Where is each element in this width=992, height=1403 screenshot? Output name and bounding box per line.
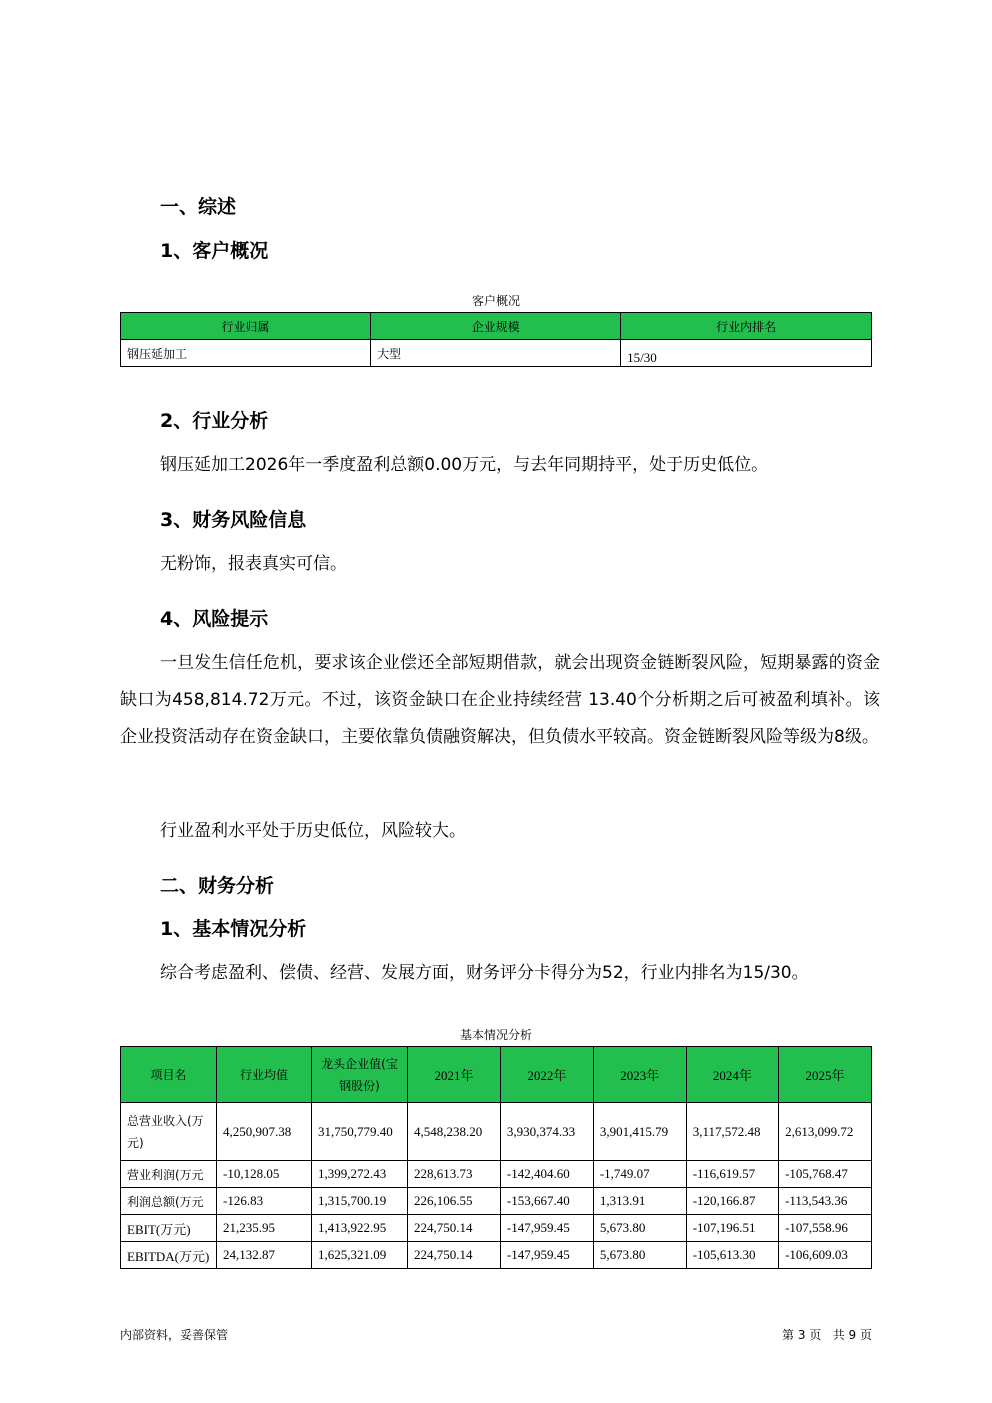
table-row xyxy=(121,1161,872,1188)
basic-header-2021: 2021年 xyxy=(408,1047,501,1103)
basic-header-2024: 2024年 xyxy=(686,1047,778,1103)
table-row xyxy=(121,1103,872,1161)
risk-warning-paragraph-2: 行业盈利水平处于历史低位，风险较大。 xyxy=(160,821,466,841)
overview-cell-size: 大型 xyxy=(371,340,621,367)
financial-risk-text: 无粉饰，报表真实可信。 xyxy=(160,554,347,574)
basic-header-leader: 龙头企业值(宝钢股份) xyxy=(312,1047,408,1103)
overview-table xyxy=(120,312,872,367)
overview-table-caption: 客户概况 xyxy=(471,294,520,308)
table-cell: -147,959.45 xyxy=(500,1242,593,1269)
basic-header-2025: 2025年 xyxy=(779,1047,872,1103)
table-cell: -10,128.05 xyxy=(217,1161,312,1188)
row-label: 利润总额(万元 xyxy=(121,1188,217,1215)
table-cell: 24,132.87 xyxy=(217,1242,312,1269)
table-cell: -105,613.30 xyxy=(686,1242,778,1269)
row-label: 营业利润(万元 xyxy=(121,1161,217,1188)
basic-header-2023: 2023年 xyxy=(593,1047,686,1103)
table-cell: -116,619.57 xyxy=(686,1161,778,1188)
table-cell: -105,768.47 xyxy=(779,1161,872,1188)
table-cell: -113,543.36 xyxy=(779,1188,872,1215)
table-cell: 3,901,415.79 xyxy=(593,1103,686,1161)
basic-analysis-text: 综合考虑盈利、偿债、经营、发展方面，财务评分卡得分为52，行业内排名为15/30。 xyxy=(160,963,809,983)
table-cell: 5,673.80 xyxy=(593,1215,686,1242)
table-cell: 2,613,099.72 xyxy=(779,1103,872,1161)
basic-header-industry-avg: 行业均值 xyxy=(217,1047,312,1103)
table-cell: 226,106.55 xyxy=(408,1188,501,1215)
footer-page-number: 第 3 页 共 9 页 xyxy=(782,1328,872,1342)
basic-table-caption: 基本情况分析 xyxy=(459,1028,532,1042)
table-cell: -107,196.51 xyxy=(686,1215,778,1242)
overview-cell-industry: 钢压延加工 xyxy=(121,340,371,367)
table-cell: 31,750,779.40 xyxy=(312,1103,408,1161)
table-cell: 5,673.80 xyxy=(593,1242,686,1269)
row-label: EBITDA(万元) xyxy=(121,1242,217,1269)
risk-warning-paragraph-1: 一旦发生信任危机，要求该企业偿还全部短期借款，就会出现资金链断裂风险，短期暴露的资金缺口为458,814.72万元。不过，该资金缺口在企业持续经营 13.40个分析期之后可被盈利填补。该企业投资活动存在资金缺口，主要依靠负债融资解决，但负债水平较高。资金链断裂风险等级为8级。 xyxy=(120,653,880,747)
table-cell: 3,117,572.48 xyxy=(686,1103,778,1161)
table-cell: 1,413,922.95 xyxy=(312,1215,408,1242)
row-label: EBIT(万元) xyxy=(121,1215,217,1242)
table-cell: 228,613.73 xyxy=(408,1161,501,1188)
table-cell: 224,750.14 xyxy=(408,1215,501,1242)
subsection-risk-warning-title: 4、风险提示 xyxy=(160,608,269,630)
row-label: 总营业收入(万元) xyxy=(121,1103,217,1161)
table-cell: 3,930,374.33 xyxy=(500,1103,593,1161)
overview-header-industry: 行业归属 xyxy=(121,313,371,340)
overview-header-size: 企业规模 xyxy=(371,313,621,340)
subsection-customer-overview-title: 1、客户概况 xyxy=(160,240,269,262)
table-cell: 224,750.14 xyxy=(408,1242,501,1269)
basic-header-item: 项目名 xyxy=(121,1047,217,1103)
section-2-title: 二、财务分析 xyxy=(160,875,275,897)
table-cell: 21,235.95 xyxy=(217,1215,312,1242)
subsection-industry-analysis-title: 2、行业分析 xyxy=(160,410,269,432)
table-row xyxy=(121,1242,872,1269)
overview-header-rank: 行业内排名 xyxy=(621,313,872,340)
table-cell: 4,548,238.20 xyxy=(408,1103,501,1161)
table-cell: 4,250,907.38 xyxy=(217,1103,312,1161)
table-cell: -147,959.45 xyxy=(500,1215,593,1242)
table-cell: -1,749.07 xyxy=(593,1161,686,1188)
section-1-title: 一、综述 xyxy=(160,196,237,218)
table-cell: -106,609.03 xyxy=(779,1242,872,1269)
table-cell: -120,166.87 xyxy=(686,1188,778,1215)
table-cell: 1,313.91 xyxy=(593,1188,686,1215)
basic-header-2022: 2022年 xyxy=(500,1047,593,1103)
table-row xyxy=(121,1215,872,1242)
table-cell: -153,667.40 xyxy=(500,1188,593,1215)
overview-cell-rank: 15/30 xyxy=(621,340,872,367)
basic-analysis-table xyxy=(120,1046,872,1269)
industry-analysis-text: 钢压延加工2026年一季度盈利总额0.00万元，与去年同期持平，处于历史低位。 xyxy=(160,455,769,475)
table-cell: 1,625,321.09 xyxy=(312,1242,408,1269)
table-cell: -126.83 xyxy=(217,1188,312,1215)
table-cell: -107,558.96 xyxy=(779,1215,872,1242)
table-cell: 1,315,700.19 xyxy=(312,1188,408,1215)
subsection-financial-risk-title: 3、财务风险信息 xyxy=(160,509,307,531)
table-cell: 1,399,272.43 xyxy=(312,1161,408,1188)
table-cell: -142,404.60 xyxy=(500,1161,593,1188)
subsection-basic-analysis-title: 1、基本情况分析 xyxy=(160,918,307,940)
table-row xyxy=(121,1188,872,1215)
footer-confidential-note: 内部资料，妥善保管 xyxy=(120,1328,229,1342)
